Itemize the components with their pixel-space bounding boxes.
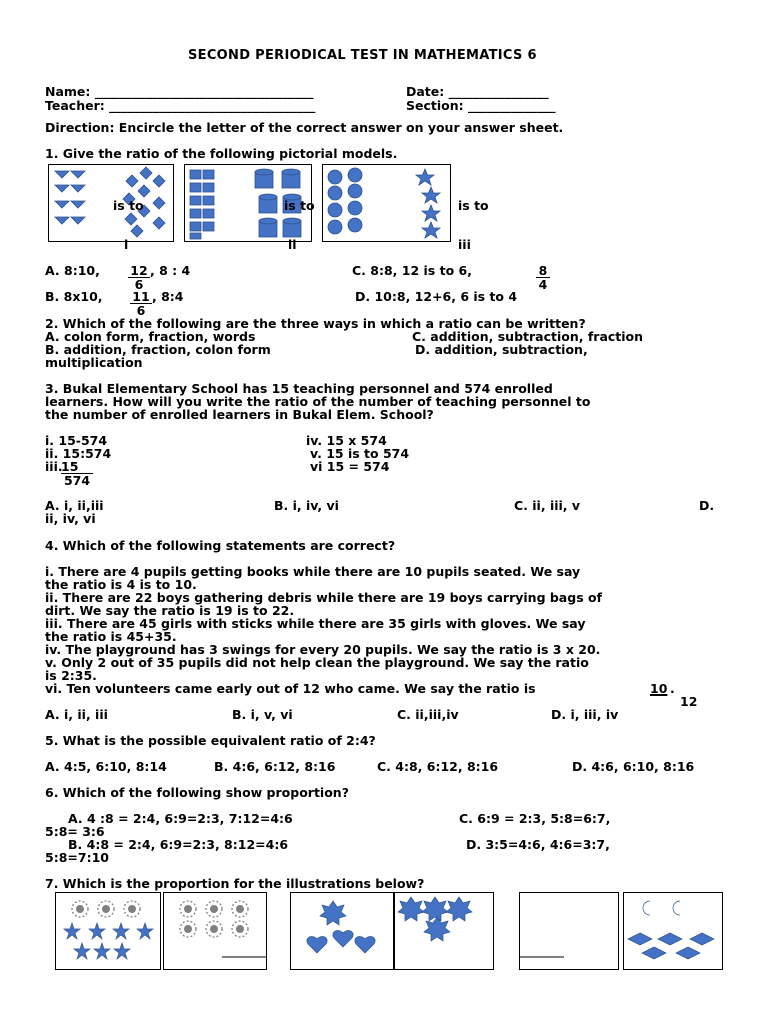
teacher-field[interactable]: Teacher: _________________________________ [45, 98, 316, 113]
q3-item-iii-fraction [61, 460, 93, 487]
q4-vi-denominator: 12 [680, 694, 698, 709]
moons-and-diamonds-icon [624, 893, 722, 969]
q1-option-a[interactable] [45, 264, 100, 278]
q4-option-c[interactable]: C. ii,iii,iv [397, 707, 459, 722]
q2-question: 2. Which of the following are the three ways in which a ratio can be written? [45, 316, 586, 331]
q5-option-c[interactable]: C. 4:8, 6:12, 8:16 [377, 759, 499, 774]
q4-statement-line: is 2:35. [45, 668, 97, 683]
q1-picture-iii [322, 164, 451, 242]
q1-option-b[interactable] [45, 290, 103, 304]
q6-option-b[interactable]: B. 4:8 = 2:4, 6:9=2:3, 8:12=4:6 [68, 837, 289, 852]
q4-option-a[interactable]: A. i, ii, iii [45, 707, 108, 722]
date-field[interactable]: Date: ________________ [406, 84, 549, 99]
q1-option-b-suffix: , 8:4 [152, 289, 184, 304]
q1-option-a-prefix: A. 8:10, [45, 263, 100, 278]
q2-option-c[interactable]: C. addition, subtraction, fraction [412, 329, 644, 344]
q1-option-b-prefix: B. 8x10, [45, 289, 103, 304]
q1-option-c[interactable]: C. 8:8, 12 is to 6, [352, 263, 472, 278]
q3-question-line-2: learners. How will you write the ratio of the number of teaching personnel to [45, 394, 591, 409]
q6-option-a-continued: 5:8= 3:6 [45, 824, 105, 839]
q3-item-v: v. 15 is to 574 [310, 446, 410, 461]
suns-icon [164, 893, 266, 969]
q3-option-d-continued: ii, iv, vi [45, 511, 96, 526]
q4-statement-line: the ratio is 45+35. [45, 629, 177, 644]
q7-picture-stars-and-hearts [290, 892, 394, 970]
q7-question: 7. Which is the proportion for the illustrations below? [45, 876, 425, 891]
fraction-numerator: 11 [130, 290, 152, 304]
q4-statement-line: ii. There are 22 boys gathering debris while there are 19 boys carrying bags of [45, 590, 603, 605]
q4-option-d[interactable]: D. i, iii, iv [551, 707, 619, 722]
q1-question: 1. Give the ratio of the following pictorial models. [45, 146, 398, 161]
q3-item-iv: iv. 15 x 574 [306, 433, 387, 448]
q2-option-a[interactable]: A. colon form, fraction, words [45, 329, 256, 344]
q5-option-d[interactable]: D. 4:6, 6:10, 8:16 [572, 759, 695, 774]
q4-statement-line: i. There are 4 pupils getting books while there are 10 pupils seated. We say [45, 564, 581, 579]
q3-option-b[interactable]: B. i, iv, vi [274, 498, 339, 513]
q7-picture-stars [394, 892, 494, 970]
q1-label-ii: ii [288, 237, 297, 252]
q7-picture-suns-and-stars [55, 892, 161, 970]
q5-option-a[interactable]: A. 4:5, 6:10, 8:14 [45, 759, 167, 774]
q7-picture-suns [163, 892, 267, 970]
fraction-numerator: 12 [128, 264, 150, 278]
page-title: SECOND PERIODICAL TEST IN MATHEMATICS 6 [188, 48, 537, 63]
q4-vi-numerator: 10 [650, 681, 668, 696]
q6-option-d[interactable]: D. 3:5=4:6, 4:6=3:7, [466, 837, 610, 852]
q4-statement-line: iii. There are 45 girls with sticks while there are 35 girls with gloves. We say [45, 616, 586, 631]
q4-question: 4. Which of the following statements are correct? [45, 538, 396, 553]
q1-picture-i [48, 164, 174, 242]
q3-question-line-1: 3. Bukal Elementary School has 15 teaching personnel and 574 enrolled [45, 381, 553, 396]
q3-item-i: i. 15-574 [45, 433, 108, 448]
fraction-numerator: 8 [536, 264, 550, 278]
q3-option-d[interactable]: D. [699, 498, 715, 513]
stars-icon [395, 893, 493, 969]
triangles-and-diamonds-icon [49, 165, 173, 241]
q4-statement-line: v. Only 2 out of 35 pupils did not help clean the playground. We say the ratio [45, 655, 589, 670]
q5-question: 5. What is the possible equivalent ratio of 2:4? [45, 733, 376, 748]
fraction-denominator: 6 [134, 277, 144, 292]
blobs-and-stars-icon [323, 165, 450, 241]
q6-option-b-continued: 5:8=7:10 [45, 850, 109, 865]
q3-option-c[interactable]: C. ii, iii, v [514, 498, 581, 513]
q1-option-b-fraction [130, 290, 152, 317]
q6-option-a[interactable]: A. 4 :8 = 2:4, 6:9=2:3, 7:12=4:6 [68, 811, 293, 826]
q1-option-c-fraction [536, 264, 550, 291]
stars-and-hearts-icon [291, 893, 393, 969]
fraction-denominator: 6 [136, 303, 146, 318]
q3-option-a[interactable]: A. i, ii,iii [45, 498, 104, 513]
q6-option-c[interactable]: C. 6:9 = 2:3, 5:8=6:7, [459, 811, 611, 826]
q4-option-b[interactable]: B. i, v, vi [232, 707, 293, 722]
q1-is-to-1: is to [113, 198, 144, 213]
q5-option-b[interactable]: B. 4:6, 6:12, 8:16 [214, 759, 336, 774]
q1-is-to-3: is to [458, 198, 489, 213]
q4-statement-line: dirt. We say the ratio is 19 is to 22. [45, 603, 295, 618]
name-field[interactable]: Name: ___________________________________ [45, 84, 314, 99]
q3-item-iii-label: iii. [45, 459, 63, 474]
q3-item-ii: ii. 15:574 [45, 446, 112, 461]
q7-picture-moons [519, 892, 619, 970]
fraction-denominator: 574 [63, 473, 91, 488]
direction-text: Direction: Encircle the letter of the correct answer on your answer sheet. [45, 120, 564, 135]
q6-question: 6. Which of the following show proportion? [45, 785, 349, 800]
moons-icon [520, 893, 618, 969]
q2-option-d-continued: multiplication [45, 355, 143, 370]
q1-option-d[interactable]: D. 10:8, 12+6, 6 is to 4 [355, 289, 518, 304]
q1-label-i: i [124, 237, 129, 252]
q4-vi-period: . [670, 681, 675, 696]
fraction-denominator: 4 [538, 277, 548, 292]
q1-option-a-suffix: , 8 : 4 [150, 263, 191, 278]
q2-option-d[interactable]: D. addition, subtraction, [415, 342, 588, 357]
q7-picture-moons-and-diamonds [623, 892, 723, 970]
q1-is-to-2: is to [284, 198, 315, 213]
section-field[interactable]: Section: ______________ [406, 98, 556, 113]
q1-option-a-fraction [128, 264, 150, 291]
suns-and-stars-icon [56, 893, 160, 969]
q1-label-iii: iii [458, 237, 471, 252]
fraction-numerator: 15 [61, 460, 93, 474]
q4-statement-line: the ratio is 4 is to 10. [45, 577, 197, 592]
q3-item-vi: vi 15 = 574 [310, 459, 390, 474]
q4-statement-line: iv. The playground has 3 swings for every 20 pupils. We say the ratio is 3 x 20. [45, 642, 601, 657]
q3-question-line-3: the number of enrolled learners in Bukal Elem. School? [45, 407, 434, 422]
q4-statement-vi: vi. Ten volunteers came early out of 12 who came. We say the ratio is [45, 681, 536, 696]
q2-option-b[interactable]: B. addition, fraction, colon form [45, 342, 271, 357]
